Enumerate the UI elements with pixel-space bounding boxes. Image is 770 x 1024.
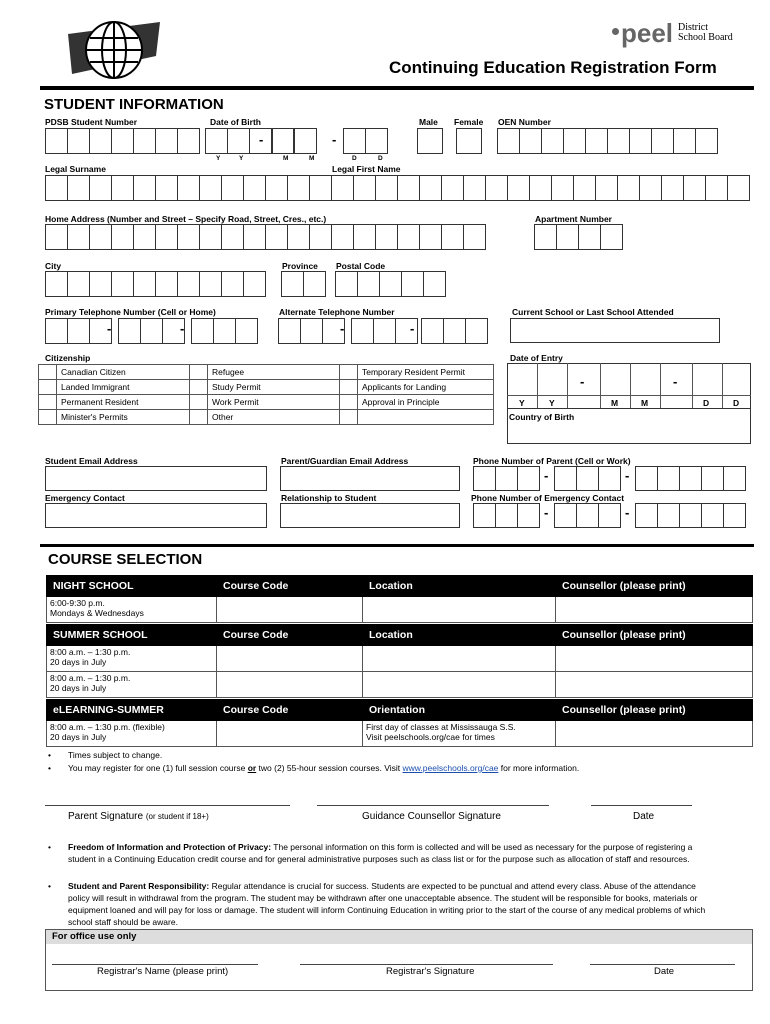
parent-email-label: Parent/Guardian Email Address bbox=[281, 456, 409, 466]
date-of-entry-field[interactable] bbox=[507, 363, 751, 409]
header-rule bbox=[40, 86, 754, 90]
guidance-signature-label: Guidance Counsellor Signature bbox=[362, 811, 501, 822]
emergency-phone-line-field[interactable] bbox=[635, 503, 745, 528]
female-checkbox[interactable] bbox=[456, 128, 482, 154]
alt-phone-line-field[interactable] bbox=[421, 318, 487, 344]
apartment-field[interactable] bbox=[534, 224, 622, 250]
form-title: Continuing Education Registration Form bbox=[389, 58, 717, 77]
section-rule bbox=[40, 544, 754, 547]
postal-field[interactable] bbox=[335, 271, 445, 297]
emergency-phone-area-field[interactable] bbox=[473, 503, 539, 528]
phone-prefix-field[interactable] bbox=[118, 318, 184, 344]
date-label: Date bbox=[633, 811, 655, 822]
firstname-field[interactable] bbox=[331, 175, 749, 201]
female-label: Female bbox=[454, 117, 484, 127]
country-label: Country of Birth bbox=[509, 412, 575, 422]
entry-label: Date of Entry bbox=[510, 353, 563, 363]
relationship-label: Relationship to Student bbox=[281, 493, 377, 503]
dob-day-field[interactable] bbox=[343, 128, 387, 154]
surname-field[interactable] bbox=[45, 175, 331, 201]
course-table: NIGHT SCHOOL Course Code Location Counsellor (please print) 6:00-9:30 p.m. Mondays & Wednesdays SUMMER SCHOOL Course Code Location Counsellor (please print) 8:00 a.m. – 1:30 p.m. 20 days in July 8:00 a.m. – 1:30 p.m. 20 days in July eLEARNING-SUMMER Course Code Orientation Counsellor (please print) 8:00 a.m. – 1:30 p.m. (flexible) 20 days in July First day of classes at Mississauga S.S. Visit peelschools.org/cae for times bbox=[46, 575, 753, 747]
parent-signature-label: Parent Signature (or student if 18+) bbox=[68, 811, 209, 822]
registrar-signature-line[interactable] bbox=[300, 964, 553, 965]
email-field[interactable] bbox=[45, 466, 267, 491]
phone-line-field[interactable] bbox=[191, 318, 257, 344]
note-register: • You may register for one (1) full session course or two (2) 55-hour session courses. Visit www.peelschools.org/cae for more information. bbox=[68, 762, 579, 774]
registrar-name-label: Registrar's Name (please print) bbox=[97, 966, 229, 977]
night-location-input[interactable] bbox=[363, 597, 556, 623]
cae-link[interactable]: www.peelschools.org/cae bbox=[402, 763, 499, 773]
student-info-heading: STUDENT INFORMATION bbox=[44, 96, 224, 113]
surname-label: Legal Surname bbox=[45, 164, 106, 174]
apartment-label: Apartment Number bbox=[535, 214, 612, 224]
alt-phone-label: Alternate Telephone Number bbox=[279, 307, 395, 317]
province-field[interactable] bbox=[281, 271, 325, 297]
dob-label: Date of Birth bbox=[210, 117, 261, 127]
emergency-label: Emergency Contact bbox=[45, 493, 125, 503]
dob-month-field[interactable] bbox=[272, 128, 316, 154]
address-field[interactable] bbox=[45, 224, 485, 250]
male-checkbox[interactable] bbox=[417, 128, 443, 154]
parent-email-field[interactable] bbox=[280, 466, 460, 491]
emergency-phone-label: Phone Number of Emergency Contact bbox=[471, 493, 625, 503]
parent-phone-line-field[interactable] bbox=[635, 466, 745, 491]
note-times: • Times subject to change. bbox=[68, 749, 162, 761]
date-signature-line[interactable] bbox=[591, 805, 692, 806]
night-counsellor-input[interactable] bbox=[556, 597, 753, 623]
registrar-signature-label: Registrar's Signature bbox=[386, 966, 475, 977]
registrar-name-line[interactable] bbox=[52, 964, 258, 965]
pdsb-number-field[interactable] bbox=[45, 128, 199, 154]
citizenship-table: Canadian Citizen Refugee Temporary Resident Permit Landed Immigrant Study Permit Applicants for Landing Permanent Resident Work Permit Approval in Principle Minister's Permits Other bbox=[38, 364, 494, 425]
course-selection-heading: COURSE SELECTION bbox=[48, 551, 203, 568]
globe-logo bbox=[64, 16, 164, 80]
citizen-checkbox[interactable] bbox=[39, 365, 57, 380]
postal-label: Postal Code bbox=[336, 261, 386, 271]
firstname-label: Legal First Name bbox=[332, 164, 401, 174]
night-code-input[interactable] bbox=[217, 597, 363, 623]
address-label: Home Address (Number and Street – Specify Road, Street, Cres., etc.) bbox=[45, 214, 327, 224]
parent-phone-label: Phone Number of Parent (Cell or Work) bbox=[473, 456, 631, 466]
alt-phone-area-field[interactable] bbox=[278, 318, 344, 344]
parent-phone-prefix-field[interactable] bbox=[554, 466, 620, 491]
peel-logo: peel District School Board bbox=[612, 18, 742, 54]
emergency-field[interactable] bbox=[45, 503, 267, 528]
province-label: Province bbox=[282, 261, 318, 271]
male-label: Male bbox=[419, 117, 438, 127]
oen-number-field[interactable] bbox=[497, 128, 717, 154]
office-use-title: For office use only bbox=[52, 931, 137, 942]
relationship-field[interactable] bbox=[280, 503, 460, 528]
responsibility-note: • Student and Parent Responsibility: Regular attendance is crucial for success. Students are expected to be punctual and attend every class. Abuse of the attendance policy will result in withdrawal from the program. The student may be withdrawn after one unacceptable absence. The student will be responsible for books, materials or equipment loaned and will pay for loss or damage. The student will inform Continuing Education in writing prior to the start of the course of any medical problems of which school staff should be aware. bbox=[68, 880, 718, 928]
guidance-signature-line[interactable] bbox=[317, 805, 549, 806]
parent-signature-line[interactable] bbox=[45, 805, 290, 806]
phone-area-field[interactable] bbox=[45, 318, 111, 344]
privacy-note: • Freedom of Information and Protection of Privacy: The personal information on this form is collected and will be used as necessary for the purpose of registering a student in a Continuing Education credit course and for general administrative purposes such as class list or for the purpose such as allocation of staff and resources. bbox=[68, 841, 718, 865]
email-label: Student Email Address bbox=[45, 456, 138, 466]
school-label: Current School or Last School Attended bbox=[512, 307, 674, 317]
office-date-label: Date bbox=[654, 966, 675, 977]
parent-phone-area-field[interactable] bbox=[473, 466, 539, 491]
oen-label: OEN Number bbox=[498, 117, 551, 127]
city-label: City bbox=[45, 261, 62, 271]
city-field[interactable] bbox=[45, 271, 265, 297]
phone-label: Primary Telephone Number (Cell or Home) bbox=[45, 307, 216, 317]
office-date-line[interactable] bbox=[590, 964, 735, 965]
pdsb-label: PDSB Student Number bbox=[45, 117, 138, 127]
alt-phone-prefix-field[interactable] bbox=[351, 318, 417, 344]
citizenship-label: Citizenship bbox=[45, 353, 91, 363]
emergency-phone-prefix-field[interactable] bbox=[554, 503, 620, 528]
school-field[interactable] bbox=[510, 318, 720, 343]
